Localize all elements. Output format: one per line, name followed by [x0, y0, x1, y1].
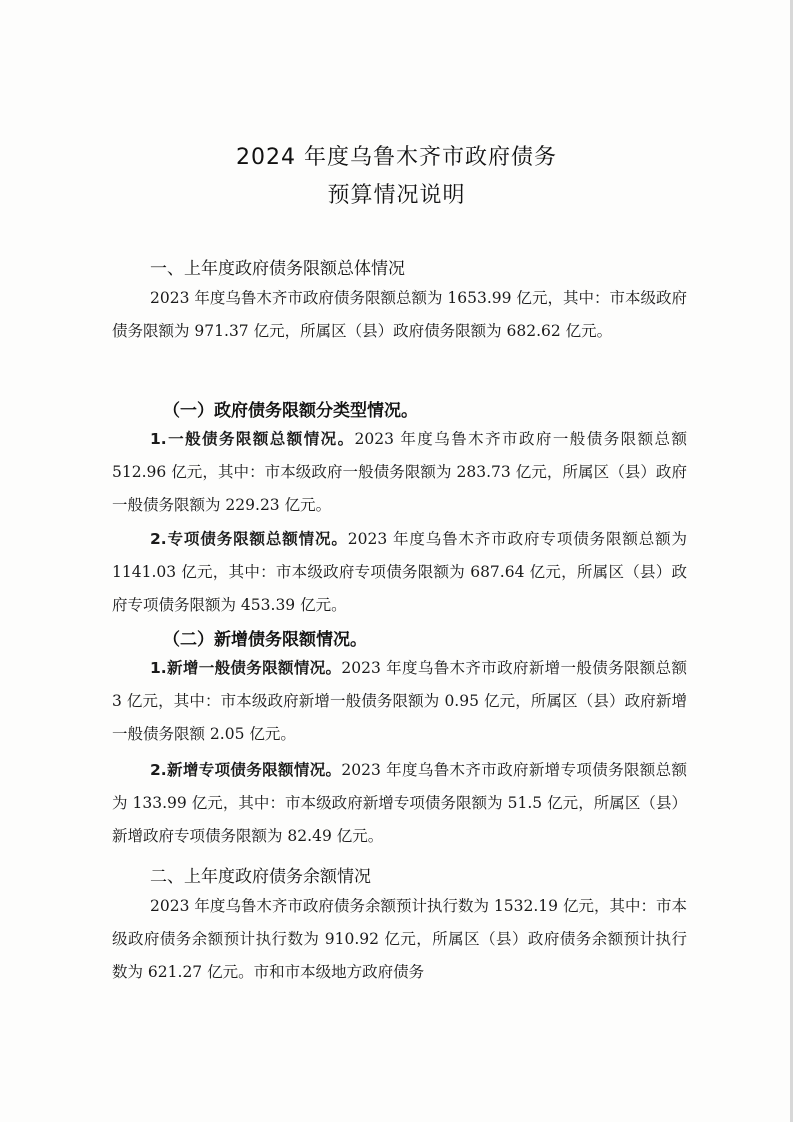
subsection-2-item-1-paragraph	[112, 652, 687, 751]
section-2-heading: 二、上年度政府债务余额情况	[150, 867, 371, 887]
subsection-1-item-2-lead: 2.专项债务限额总额情况。	[150, 530, 348, 548]
subsection-2-heading: （二）新增债务限额情况。	[163, 630, 367, 650]
subsection-1-item-2-paragraph	[112, 523, 687, 622]
subsection-1-item-1-paragraph	[112, 423, 687, 522]
subsection-2-item-1-text: 2023 年度乌鲁木齐市政府新增一般债务限额总额 3 亿元，其中：市本级政府新增一般债务限额为 0.95 亿元，所属区（县）政府新增一般债务限额 2.05 亿元。	[112, 659, 688, 743]
subsection-1-heading: （一）政府债务限额分类型情况。	[163, 401, 418, 421]
subsection-2-item-2-paragraph	[112, 754, 687, 853]
subsection-1-item-1-text: 2023 年度乌鲁木齐市政府一般债务限额总额 512.96 亿元，其中：市本级政府一般债务限额为 283.73 亿元，所属区（县）政府一般债务限额为 229.23 亿元。	[112, 430, 687, 514]
subsection-2-item-1-lead: 1.新增一般债务限额情况。	[150, 659, 342, 677]
section-1-heading: 一、上年度政府债务限额总体情况	[150, 259, 405, 279]
section-1-intro-paragraph: 2023 年度乌鲁木齐市政府债务限额总额为 1653.99 亿元，其中：市本级政府债务限额为 971.37 亿元，所属区（县）政府债务限额为 682.62 亿元。	[112, 289, 687, 340]
subsection-2-item-2-lead: 2.新增专项债务限额情况。	[150, 761, 342, 779]
subsection-1-item-1-lead: 1.一般债务限额总额情况。	[150, 430, 355, 448]
subsection-1-item-2-text: 2023 年度乌鲁木齐市政府专项债务限额总额为 1141.03 亿元，其中：市本级政府专项债务限额为 687.64 亿元，所属区（县）政府专项债务限额为 453.39 亿元。	[112, 530, 687, 614]
section-2-intro-paragraph: 2023 年度乌鲁木齐市政府债务余额预计执行数为 1532.19 亿元，其中：市本级政府债务余额预计执行数为 910.92 亿元，所属区（县）政府债务余额预计执行数为 621.27 亿元。市和市本级地方政府债务	[112, 897, 687, 981]
document-title-line-2: 预算情况说明	[327, 183, 466, 208]
subsection-2-item-2-text: 2023 年度乌鲁木齐市政府新增专项债务限额总额为 133.99 亿元，其中：市本级政府新增专项债务限额为 51.5 亿元，所属区（县）新增政府专项债务限额为 82.49 亿元。	[112, 761, 688, 845]
document-title-line-1: 2024 年度乌鲁木齐市政府债务	[236, 145, 557, 170]
